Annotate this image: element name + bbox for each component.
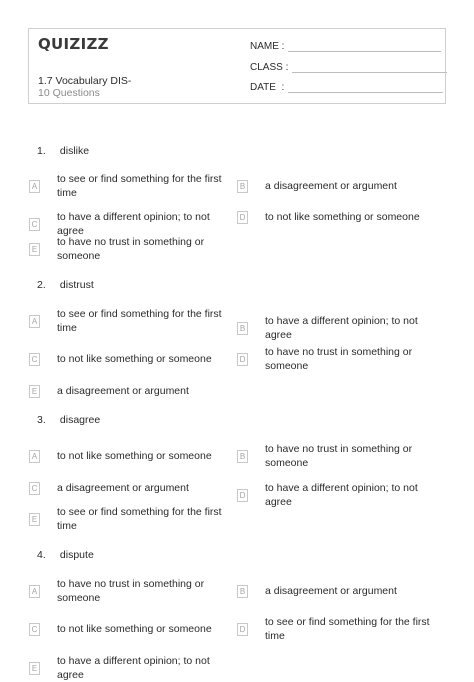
date-label: DATE : — [250, 82, 285, 93]
option-4b — [237, 584, 437, 598]
option-letter-badge: D — [237, 489, 248, 502]
question-number: 4. — [37, 549, 46, 561]
date-line — [288, 82, 443, 93]
name-field — [250, 41, 441, 52]
option-letter-badge: A — [29, 585, 40, 598]
option-letter-badge: B — [237, 585, 248, 598]
option-letter-badge: B — [237, 180, 248, 193]
option-4a — [29, 577, 229, 605]
option-letter-badge: E — [29, 243, 40, 256]
option-text: a disagreement or argument — [265, 585, 397, 597]
option-text: to see or find something for the first time — [265, 616, 430, 642]
question-count: 10 Questions — [38, 87, 100, 99]
option-text: to not like something or someone — [57, 450, 212, 462]
option-4e — [29, 654, 229, 682]
option-text: to have no trust in something or someone — [57, 578, 205, 604]
option-letter-badge: C — [29, 353, 40, 366]
option-text: to have no trust in something or someone — [57, 236, 205, 262]
option-text: a disagreement or argument — [57, 482, 189, 494]
question-2 — [37, 279, 94, 291]
option-3a — [29, 449, 229, 463]
question-number: 1. — [37, 145, 46, 157]
option-2b — [237, 314, 437, 342]
option-3b — [237, 442, 437, 470]
option-letter-badge: B — [237, 450, 248, 463]
name-label: NAME : — [250, 41, 285, 52]
option-letter-badge: C — [29, 623, 40, 636]
quizizz-logo: QUIZIZZ — [38, 35, 109, 53]
option-letter-badge: A — [29, 315, 40, 328]
option-1c — [29, 210, 229, 238]
date-field — [250, 82, 443, 93]
question-number: 3. — [37, 414, 46, 426]
question-1 — [37, 145, 89, 157]
option-1a — [29, 172, 229, 200]
option-letter-badge: E — [29, 385, 40, 398]
question-number: 2. — [37, 279, 46, 291]
option-letter-badge: C — [29, 482, 40, 495]
option-2d — [237, 345, 437, 373]
name-line — [288, 41, 441, 52]
option-letter-badge: B — [237, 322, 248, 335]
option-text: to not like something or someone — [265, 211, 420, 223]
option-letter-badge: C — [29, 218, 40, 231]
option-letter-badge: D — [237, 353, 248, 366]
option-text: a disagreement or argument — [265, 180, 397, 192]
option-3c — [29, 481, 229, 495]
option-letter-badge: A — [29, 180, 40, 193]
option-1e — [29, 235, 229, 263]
option-4d — [237, 615, 437, 643]
option-3e — [29, 505, 229, 533]
option-text: to have a different opinion; to not agree — [57, 655, 210, 681]
option-text: to have a different opinion; to not agree — [57, 211, 210, 237]
question-prompt: distrust — [59, 279, 94, 291]
option-1b — [237, 179, 437, 193]
option-2a — [29, 307, 229, 335]
option-text: to have a different opinion; to not agree — [265, 482, 418, 508]
option-2e — [29, 384, 229, 398]
option-letter-badge: D — [237, 211, 248, 224]
worksheet-title: 1.7 Vocabulary DIS- — [38, 75, 132, 87]
option-text: to see or find something for the first time — [57, 506, 222, 532]
option-text: to have a different opinion; to not agree — [265, 315, 418, 341]
class-label: CLASS : — [250, 62, 289, 73]
option-text: to have no trust in something or someone — [265, 346, 413, 372]
option-letter-badge: E — [29, 513, 40, 526]
class-field — [250, 62, 447, 73]
option-letter-badge: D — [237, 623, 248, 636]
option-text: to not like something or someone — [57, 623, 212, 635]
option-letter-badge: E — [29, 662, 40, 675]
option-text: to have no trust in something or someone — [265, 443, 413, 469]
option-3d — [237, 481, 437, 509]
worksheet-header — [28, 28, 446, 104]
option-4c — [29, 622, 229, 636]
class-line — [292, 62, 447, 73]
question-prompt: disagree — [59, 414, 101, 426]
option-text: to see or find something for the first time — [57, 173, 222, 199]
option-1d — [237, 210, 437, 224]
option-text: to see or find something for the first time — [57, 308, 222, 334]
question-3 — [37, 414, 100, 426]
question-prompt: dislike — [59, 145, 90, 157]
question-4 — [37, 549, 94, 561]
option-text: a disagreement or argument — [57, 385, 189, 397]
option-letter-badge: A — [29, 450, 40, 463]
option-2c — [29, 352, 229, 366]
option-text: to not like something or someone — [57, 353, 212, 365]
question-prompt: dispute — [59, 549, 94, 561]
